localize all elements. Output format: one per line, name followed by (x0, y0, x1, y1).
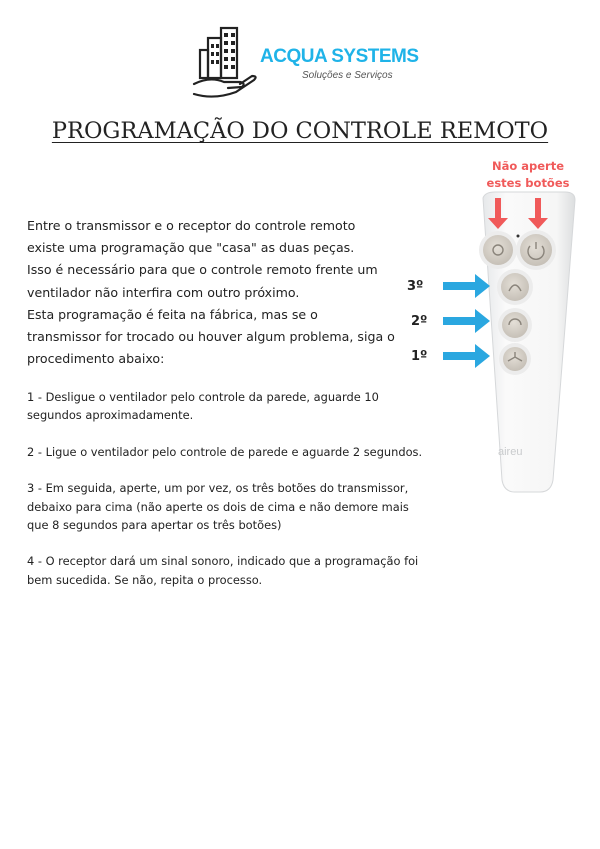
direction-button (502, 312, 528, 338)
step-4 (27, 552, 447, 589)
step-line: segundos aproximadamente. (27, 408, 194, 423)
step-2 (27, 443, 447, 461)
step-arrows (443, 274, 490, 368)
step-label-2: 2º (411, 314, 428, 329)
intro-line: transmissor for trocado ou houver algum problema, siga o (27, 329, 395, 345)
step-line: 4 - O receptor dará um sinal sonoro, indicado que a programação foi (27, 554, 419, 569)
step-line: 2 - Ligue o ventilador pelo controle de parede e aguarde 2 segundos. (27, 444, 423, 459)
remote-brand: aireu (498, 446, 523, 458)
step-line: 1 - Desligue o ventilador pelo controle da parede, aguarde 10 (27, 390, 379, 404)
brand-tagline: Soluções e Serviços (302, 70, 393, 81)
steps-list (27, 388, 447, 607)
step-line: debaixo para cima (não aperte os dois de cima e não demore mais (27, 499, 409, 514)
step-label-1: 1º (411, 349, 428, 364)
right-arrow-icon (443, 274, 490, 298)
step-line: 3 - Em seguida, aperte, um por vez, os três botões do transmissor, (27, 481, 409, 496)
step-line: bem sucedida. Se não, repita o processo. (27, 572, 263, 587)
step-label-3: 3º (407, 279, 424, 294)
brand-name: ACQUA SYSTEMS (260, 46, 419, 67)
step-line: que 8 segundos para apertar os três botões) (27, 518, 282, 533)
intro-line: Esta programação é feita na fábrica, mas se o (27, 306, 318, 322)
warning-line: estes botões (486, 176, 570, 190)
step-1 (27, 388, 447, 425)
led-indicator (517, 235, 520, 238)
power-button (520, 234, 552, 266)
company-logo (190, 20, 420, 110)
step-3 (27, 479, 447, 534)
fan-button (503, 347, 527, 371)
page-title: PROGRAMAÇÃO DO CONTROLE REMOTO (51, 118, 549, 144)
intro-line: Isso é necessário para que o controle remoto frente um (27, 262, 378, 278)
intro-line: procedimento abaixo: (27, 351, 165, 367)
intro-line: Entre o transmissor e o receptor do controle remoto (27, 218, 356, 233)
intro-paragraph (27, 215, 407, 370)
warning-line: Não aperte (491, 159, 565, 173)
right-arrow-icon (443, 344, 490, 368)
remote-control-illustration (395, 158, 600, 498)
light-button (483, 235, 513, 265)
speed-button (501, 273, 529, 301)
building-hand-icon (190, 20, 260, 100)
right-arrow-icon (443, 309, 490, 333)
intro-line: ventilador não interfira com outro próximo. (27, 284, 300, 300)
intro-line: existe uma programação que "casa" as duas peças. (27, 240, 355, 256)
